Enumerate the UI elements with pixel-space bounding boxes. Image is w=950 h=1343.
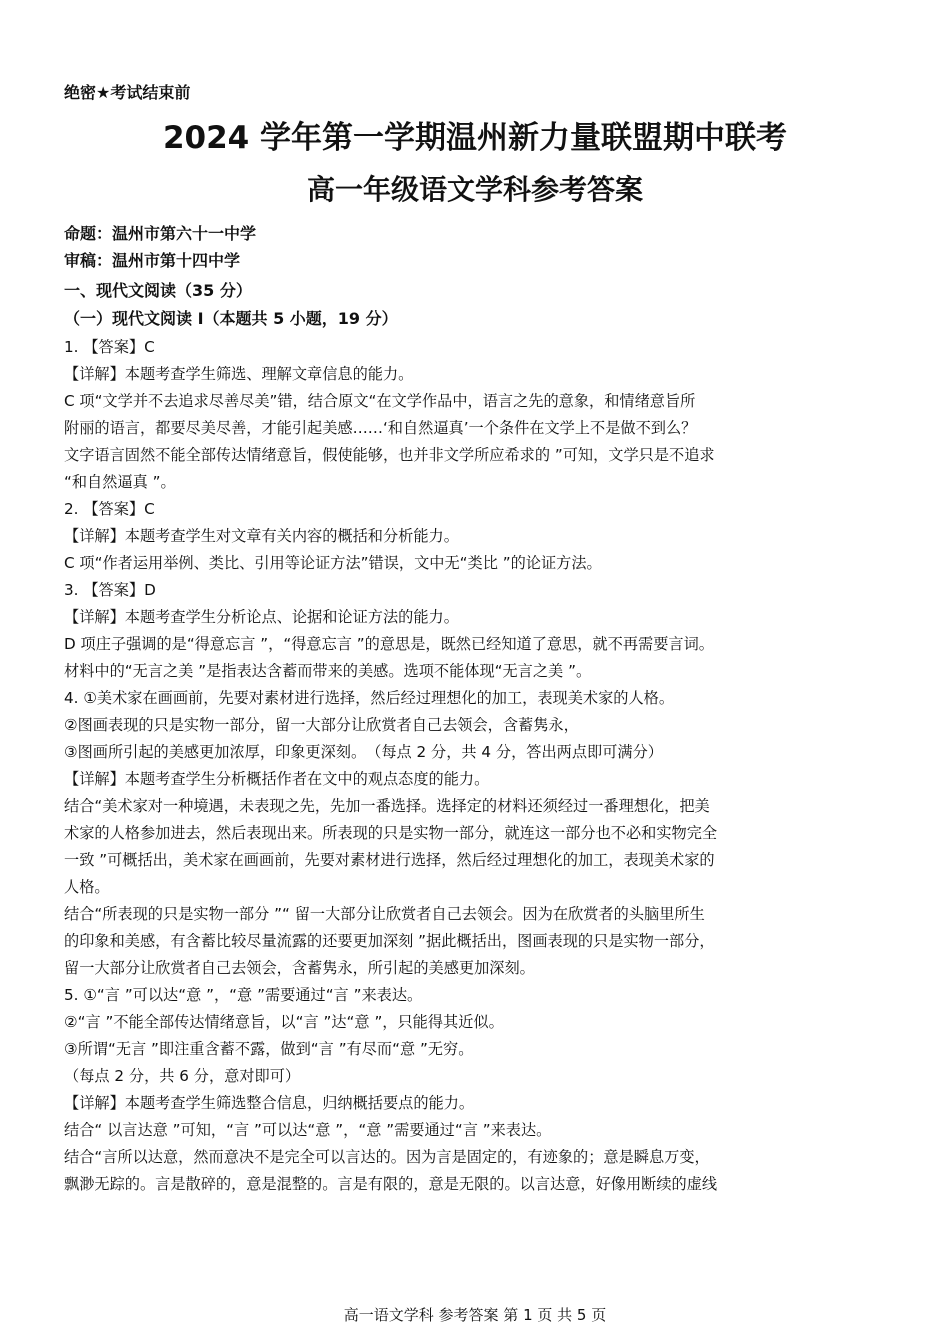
subsection-heading: （一）现代文阅读 I（本题共 5 小题，19 分） — [64, 309, 398, 328]
text-line: 2. 【答案】C — [64, 500, 155, 518]
text-line: 1. 【答案】C — [64, 338, 155, 356]
section-heading: 一、现代文阅读（35 分） — [64, 281, 252, 300]
text-line: ②“言 ”不能全部传达情绪意旨，以“言 ”达“意 ”，只能得其近似。 — [64, 1013, 504, 1031]
page-footer: 高一语文学科 参考答案 第 1 页 共 5 页 — [343, 1306, 607, 1324]
text-line: 【详解】本题考查学生筛选整合信息，归纳概括要点的能力。 — [64, 1094, 475, 1112]
text-line: （每点 2 分，共 6 分，意对即可） — [64, 1067, 301, 1085]
text-line: 3. 【答案】D — [64, 581, 156, 599]
text-line: C 项“文学并不去追求尽善尽美”错，结合原文“在文学作品中，语言之先的意象，和情绪意旨所 — [64, 392, 696, 410]
text-line: 结合“所表现的只是实物一部分 ”“ 留一大部分让欣赏者自己去领会。因为在欣赏者的头脑里所生 — [64, 905, 705, 923]
text-line: 【详解】本题考查学生对文章有关内容的概括和分析能力。 — [64, 527, 459, 545]
text-line: 结合“言所以达意，然而意决不是完全可以言达的。因为言是固定的，有迹象的；意是瞬息万变， — [64, 1148, 710, 1166]
text-line: 附丽的语言，都要尽美尽善，才能引起美感……‘和自然逼真’一个条件在文学上不是做不到么？ — [64, 419, 697, 437]
text-line: 结合“ 以言达意 ”可知，“言 ”可以达“意 ”，“意 ”需要通过“言 ”来表达。 — [64, 1121, 552, 1139]
text-line: 结合“美术家对一种境遇，未表现之先，先加一番选择。选择定的材料还须经过一番理想化，把美 — [64, 797, 710, 815]
reviewer-line: 审稿：温州市第十四中学 — [64, 251, 241, 270]
text-line: 【详解】本题考查学生筛选、理解文章信息的能力。 — [64, 365, 414, 383]
text-line: 材料中的“无言之美 ”是指表达含蓄而带来的美感。选项不能体现“无言之美 ”。 — [64, 662, 592, 680]
answer-body — [64, 334, 888, 1198]
text-line: “和自然逼真 ”。 — [64, 473, 176, 491]
text-line: 一致 ”可概括出，美术家在画画前，先要对素材进行选择，然后经过理想化的加工，表现美术家的 — [64, 851, 715, 869]
text-line: D 项庄子强调的是“得意忘言 ”，“得意忘言 ”的意思是，既然已经知道了意思，就不再需要言词。 — [64, 635, 714, 653]
text-line: 文字语言固然不能全部传达情绪意旨，假使能够，也并非文学所应希求的 ”可知，文学只是不追求 — [64, 446, 715, 464]
text-line: 【详解】本题考查学生分析概括作者在文中的观点态度的能力。 — [64, 770, 490, 788]
text-line: 留一大部分让欣赏者自己去领会，含蓄隽永，所引起的美感更加深刻。 — [64, 959, 535, 977]
text-line: 【详解】本题考查学生分析论点、论据和论证方法的能力。 — [64, 608, 459, 626]
author-line: 命题：温州市第六十一中学 — [64, 224, 257, 243]
text-line: 4. ①美术家在画画前，先要对素材进行选择，然后经过理想化的加工，表现美术家的人格。 — [64, 689, 675, 707]
text-line: 术家的人格参加进去，然后表现出来。所表现的只是实物一部分，就连这一部分也不必和实物完全 — [64, 824, 718, 842]
text-line: ③所谓“无言 ”即注重含蓄不露，做到“言 ”有尽而“意 ”无穷。 — [64, 1040, 474, 1058]
text-line: ③图画所引起的美感更加浓厚，印象更深刻。 （每点 2 分，共 4 分，答出两点即可满分） — [64, 743, 663, 761]
text-line: 人格。 — [64, 878, 110, 896]
text-line: ②图画表现的只是实物一部分，留一大部分让欣赏者自己去领会，含蓄隽永， — [64, 716, 579, 734]
text-line: 飘渺无踪的。言是散碎的，意是混整的。言是有限的，意是无限的。以言达意，好像用断续的虚线 — [64, 1175, 718, 1193]
answer-key-title: 高一年级语文学科参考答案 — [306, 173, 643, 206]
text-line: 5. ①“言 ”可以达“意 ”，“意 ”需要通过“言 ”来表达。 — [64, 986, 423, 1004]
secret-mark: 绝密★考试结束前 — [64, 83, 191, 102]
text-line: 的印象和美感，有含蓄比较尽量流露的还要更加深刻 ”据此概括出，图画表现的只是实物一部分， — [64, 932, 715, 950]
text-line: C 项“作者运用举例、类比、引用等论证方法”错误，文中无“类比 ”的论证方法。 — [64, 554, 602, 572]
exam-title: 2024 学年第一学期温州新力量联盟期中联考 — [162, 120, 788, 156]
